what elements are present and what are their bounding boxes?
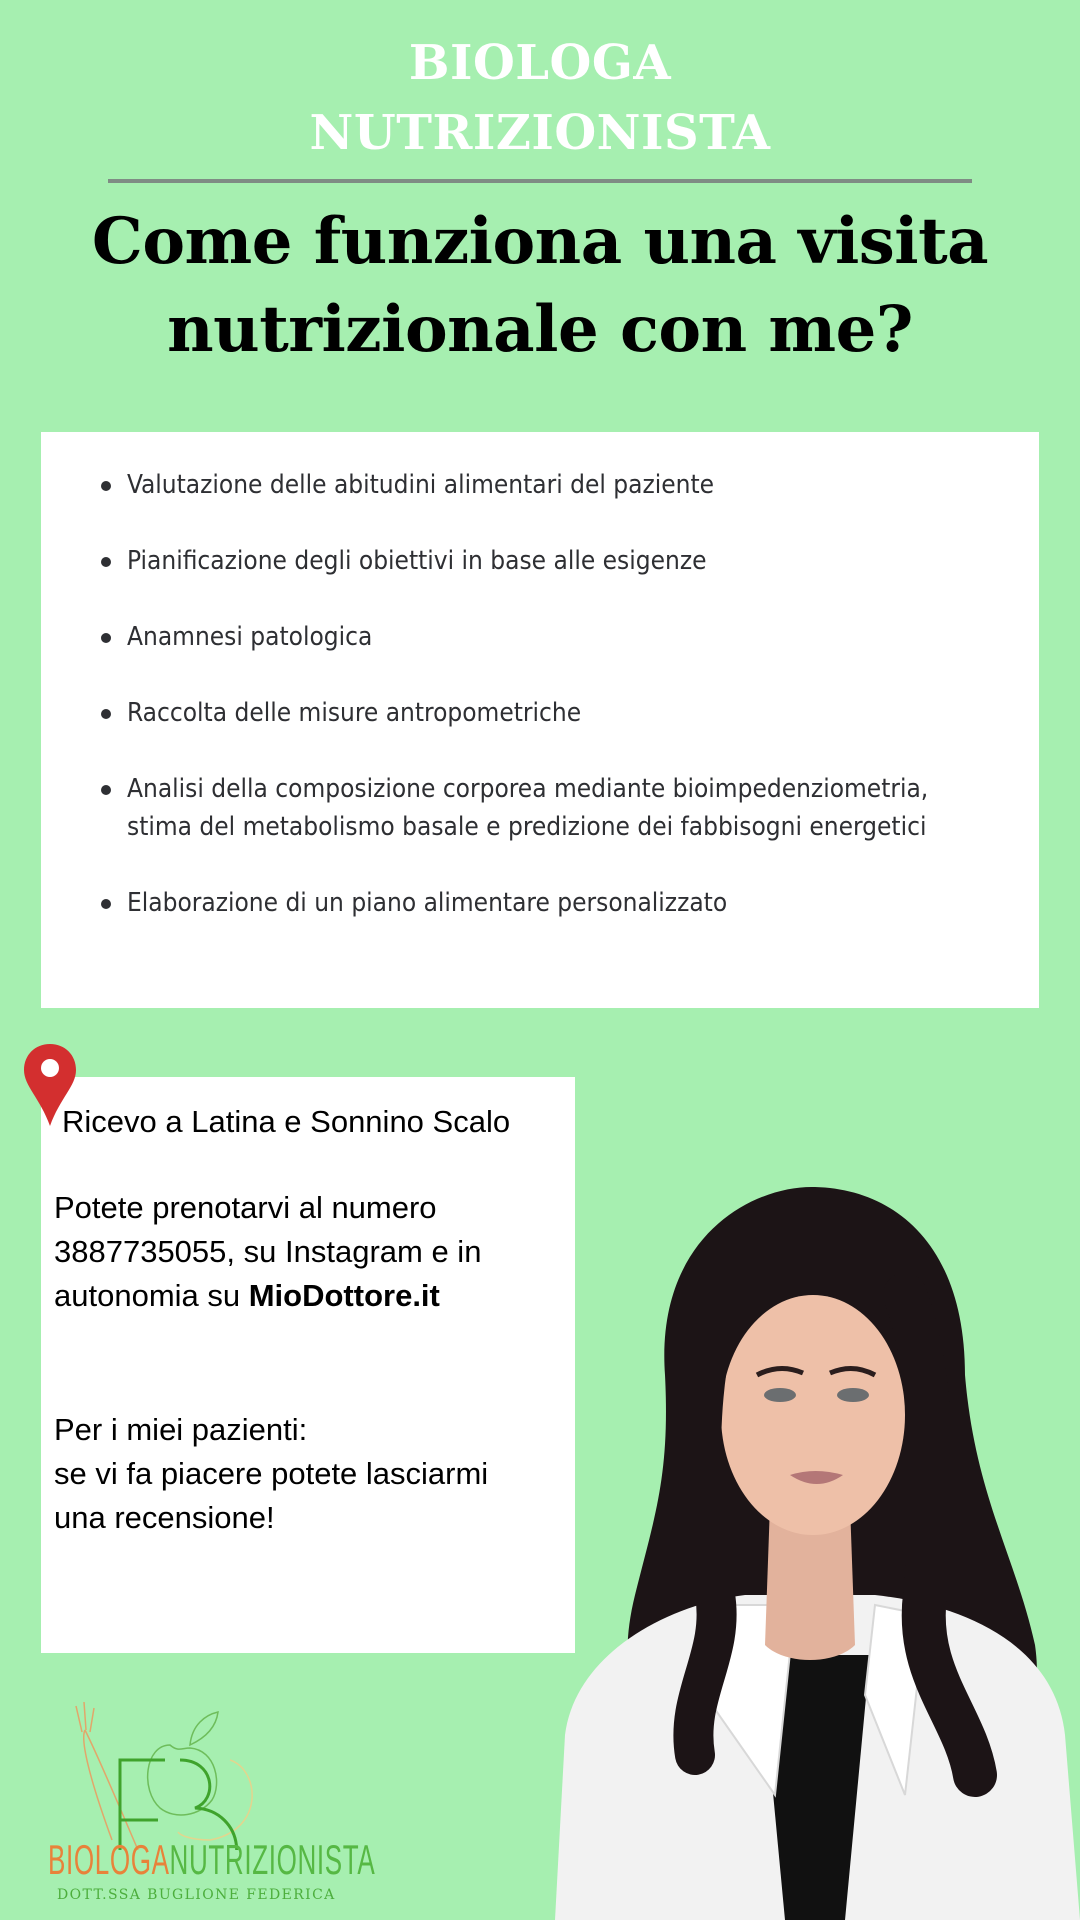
visit-steps-list <box>41 466 1039 960</box>
list-item <box>41 884 1039 922</box>
logo-word-part1: BIOLOGA <box>48 1836 170 1883</box>
list-item <box>41 694 1039 732</box>
logo-monogram-icon <box>40 1690 340 1850</box>
bullet-icon <box>101 633 111 643</box>
phone-number[interactable]: 3887735055 <box>54 1234 227 1269</box>
review-request-text <box>54 1408 554 1540</box>
bullet-icon <box>101 785 111 795</box>
review-line1: Per i miei pazienti: <box>54 1412 308 1447</box>
review-line3: una recensione! <box>54 1500 275 1535</box>
step-text: Pianificazione degli obiettivi in base alle esigenze <box>127 546 707 576</box>
brand-logo <box>40 1690 376 1910</box>
bullet-icon <box>101 481 111 491</box>
bullet-icon <box>101 899 111 909</box>
list-item <box>41 466 1039 504</box>
review-line2: se vi fa piacere potete lasciarmi <box>54 1456 489 1491</box>
logo-subtitle: DOTT.SSA BUGLIONE FEDERICA <box>57 1887 336 1903</box>
header-title-line1: BIOLOGA <box>408 35 672 91</box>
step-text: Elaborazione di un piano alimentare personalizzato <box>127 888 728 918</box>
logo-wordmark <box>48 1838 375 1882</box>
bullet-icon <box>101 557 111 567</box>
logo-word-part2: NUTRIZIONISTA <box>169 1836 376 1883</box>
booking-line2-rest: , su Instagram e in <box>226 1234 482 1269</box>
list-item <box>41 618 1039 656</box>
step-text: Anamnesi patologica <box>127 622 373 652</box>
list-item <box>41 542 1039 580</box>
booking-line3 <box>54 1274 554 1318</box>
booking-line1: Potete prenotarvi al numero <box>54 1190 437 1225</box>
page-title-line2: nutrizionale con me? <box>167 292 913 367</box>
miodottore-link[interactable]: MioDottore.it <box>248 1278 440 1313</box>
booking-text <box>54 1186 554 1318</box>
contact-info-card <box>41 1077 575 1653</box>
page-title-line1: Come funziona una visita <box>91 204 989 279</box>
step-text: Raccolta delle misure antropometriche <box>127 698 582 728</box>
portrait-photo <box>545 1175 1080 1920</box>
bullet-icon <box>101 709 111 719</box>
header-title <box>0 28 1080 168</box>
step-text: Valutazione delle abitudini alimentari del paziente <box>127 470 715 500</box>
booking-line2 <box>54 1230 554 1274</box>
header-title-line2: NUTRIZIONISTA <box>309 105 771 161</box>
header-divider <box>108 179 972 183</box>
step-text: Analisi della composizione corporea mediante bioimpedenziometria, stima del metabolismo basale e predizione dei fabbisogni energetici <box>127 774 929 842</box>
location-text: Ricevo a Latina e Sonnino Scalo <box>62 1104 511 1139</box>
visit-steps-card <box>41 432 1039 1008</box>
booking-line3-prefix: autonomia su <box>54 1278 249 1313</box>
list-item <box>41 770 1039 846</box>
page-title <box>0 198 1080 374</box>
